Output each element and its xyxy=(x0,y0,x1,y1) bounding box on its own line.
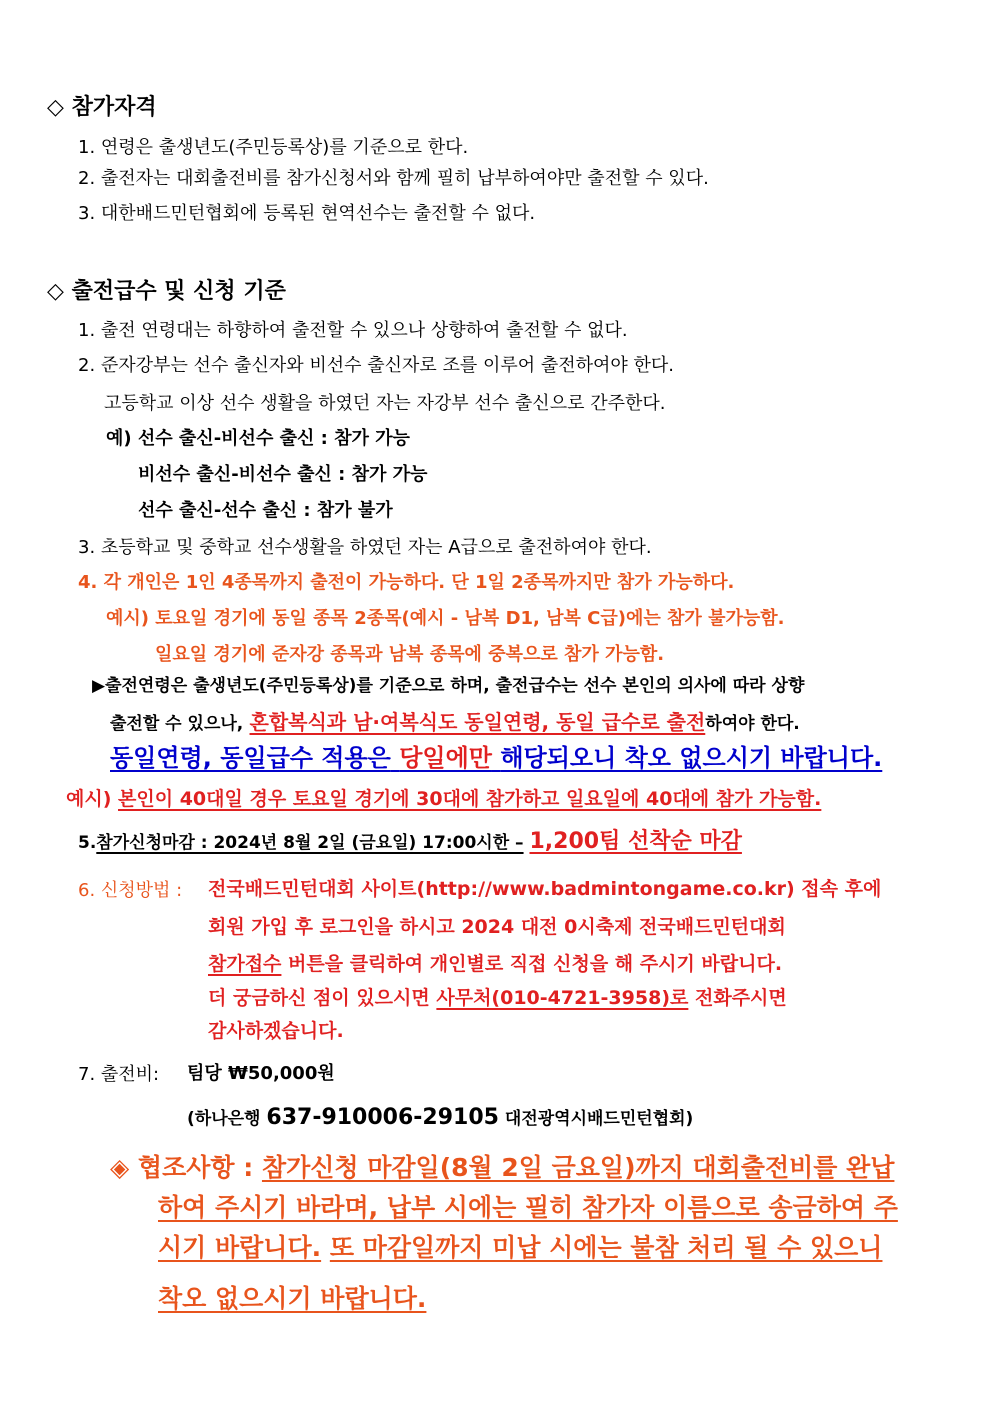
example-line-1: 예) 선수 출신-비선수 출신 : 참가 가능 xyxy=(106,428,410,449)
note-line-3-c: 해당되오니 착오 없으시기 바랍니다. xyxy=(500,744,883,772)
note-line-1: ▶출전연령은 출생년도(주민등록상)를 기준으로 하며, 출전급수는 선수 본인의 의사에 따라 상향 xyxy=(92,676,805,696)
criteria-item-1: 1. 출전 연령대는 하향하여 출전할 수 있으나 상향하여 출전할 수 없다. xyxy=(78,320,628,341)
cooperation-title: ◈ 협조사항 : xyxy=(110,1153,254,1182)
criteria-item-3: 3. 초등학교 및 중학교 선수생활을 하였던 자는 A급으로 출전하여야 한다. xyxy=(78,537,652,558)
note-line-2-a: 출전할 수 있으나, xyxy=(110,714,244,734)
bank-account-number: 637-910006-29105 xyxy=(266,1105,499,1130)
eligibility-item-3: 3. 대한배드민턴협회에 등록된 현역선수는 출전할 수 없다. xyxy=(78,203,536,224)
cooperation-line-3-b: 또 마감일까지 미납 시에는 불참 처리 될 수 있으니 xyxy=(329,1233,883,1262)
item-6-line-3-b: 버튼을 클릭하여 개인별로 직접 신청을 해 주시기 바랍니다. xyxy=(288,953,783,975)
item-7-label: 7. 출전비: xyxy=(78,1064,160,1085)
item-6-line-4-c: 전화주시면 xyxy=(694,987,787,1009)
section-title-eligibility: ◇ 참가자격 xyxy=(47,95,157,120)
item-7-fee: 팀당 ₩50,000원 xyxy=(187,1063,335,1084)
bank-account-holder: 대전광역시배드민턴협회) xyxy=(504,1109,694,1129)
item-6-line-2: 회원 가입 후 로그인을 하시고 2024 대전 0시축제 전국배드민턴대회 xyxy=(208,916,786,938)
item-6-contact: 사무처(010-4721-3958)로 xyxy=(436,987,689,1009)
item-5-deadline: 참가신청마감 : 2024년 8월 2일 (금요일) 17:00시한 – xyxy=(96,833,524,853)
note-line-4-a: 예시) xyxy=(66,788,112,810)
item-5-number: 5. xyxy=(78,833,97,853)
item-5-highlight: 1,200팀 선착순 마감 xyxy=(529,829,742,854)
bank-name: (하나은행 xyxy=(187,1109,261,1129)
criteria-item-2: 2. 준자강부는 선수 출신자와 비선수 출신자로 조를 이루어 출전하여야 한다. xyxy=(78,355,675,376)
item-6-line-3 xyxy=(208,955,782,974)
item-6-line-1: 전국배드민턴대회 사이트(http://www.badmintongame.co.kr) 접속 후에 xyxy=(208,878,882,900)
item-6-line-4-a: 더 궁금하신 점이 있으시면 xyxy=(208,987,430,1009)
cooperation-line-1-text: 참가신청 마감일(8월 2일 금요일)까지 대회출전비를 완납 xyxy=(261,1153,895,1182)
note-line-3-a: 동일연령, 동일급수 적용은 xyxy=(110,744,391,772)
item-6-label: 6. 신청방법 : xyxy=(78,880,183,901)
example-line-2: 비선수 출신-비선수 출신 : 참가 가능 xyxy=(138,464,428,485)
criteria-item-2-sub: 고등학교 이상 선수 생활을 하였던 자는 자강부 선수 출신으로 간주한다. xyxy=(104,393,666,414)
item-6-line-3-a: 참가접수 xyxy=(208,953,282,975)
note-line-2 xyxy=(110,712,800,733)
note-line-3-b: 당일에만 xyxy=(399,744,492,772)
note-line-4-b: 본인이 40대일 경우 토요일 경기에 30대에 참가하고 일요일에 40대에 참가 가능함. xyxy=(118,788,822,810)
cooperation-line-3-a: 시기 바랍니다. xyxy=(158,1233,322,1262)
criteria-item-5 xyxy=(78,831,742,853)
note-line-3 xyxy=(110,746,882,770)
cooperation-line-3 xyxy=(158,1235,882,1260)
criteria-item-4-example-1: 예시) 토요일 경기에 동일 종목 2종목(예시 - 남복 D1, 남복 C급)에는 참가 불가능함. xyxy=(106,608,785,629)
cooperation-line-1 xyxy=(110,1155,894,1180)
cooperation-line-2: 하여 주시기 바라며, 납부 시에는 필히 참가자 이름으로 송금하여 주 xyxy=(158,1193,898,1222)
section-title-criteria: ◇ 출전급수 및 신청 기준 xyxy=(47,279,286,304)
eligibility-item-1: 1. 연령은 출생년도(주민등록상)를 기준으로 한다. xyxy=(78,137,469,158)
eligibility-item-2: 2. 출전자는 대회출전비를 참가신청서와 함께 필히 납부하여야만 출전할 수 있다. xyxy=(78,168,709,189)
item-6-line-4 xyxy=(208,989,787,1008)
note-line-2-highlight: 혼합복식과 남·여복식도 동일연령, 동일 급수로 출전 xyxy=(249,710,706,734)
criteria-item-4: 4. 각 개인은 1인 4종목까지 출전이 가능하다. 단 1일 2종목까지만 참가 가능하다. xyxy=(78,572,735,593)
example-line-3: 선수 출신-선수 출신 : 참가 불가 xyxy=(138,500,393,521)
note-line-4 xyxy=(66,790,821,809)
bank-account-line xyxy=(187,1107,693,1129)
criteria-item-4-example-2: 일요일 경기에 준자강 종목과 남복 종목에 중복으로 참가 가능함. xyxy=(155,644,665,665)
cooperation-line-4: 착오 없으시기 바랍니다. xyxy=(158,1284,427,1313)
note-line-2-c: 하여야 한다. xyxy=(705,714,800,734)
item-6-line-5: 감사하겠습니다. xyxy=(208,1020,344,1042)
